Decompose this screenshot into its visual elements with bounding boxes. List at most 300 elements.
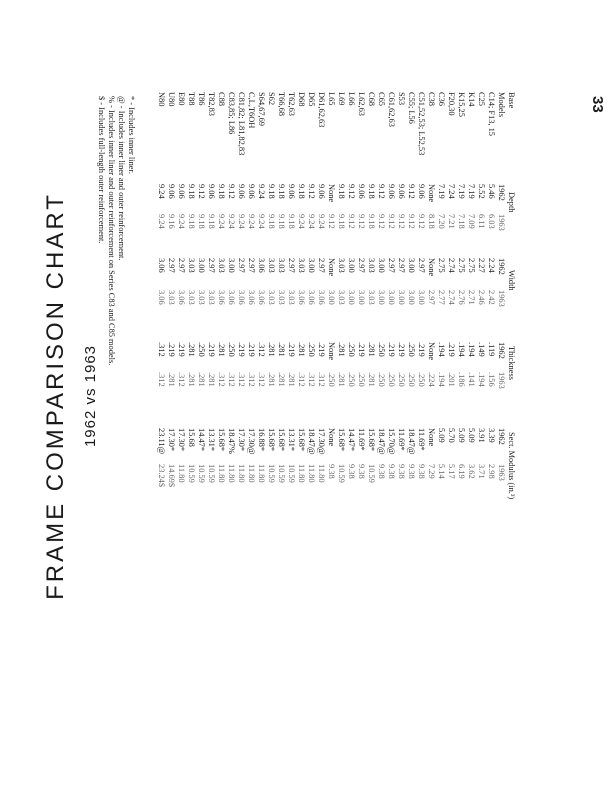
cell-modulus-1962: 16.88* — [257, 428, 266, 452]
cell-thickness-1963: .250 — [397, 372, 406, 387]
cell-model: L65 — [327, 92, 336, 106]
cell-modulus-1963: 10.59 — [287, 464, 296, 483]
cell-depth-1963: 9.24 — [157, 214, 166, 229]
cell-width-1963: 3.06 — [297, 290, 306, 305]
cell-width-1962: 2.74 — [447, 258, 456, 273]
cell-model: C38 — [427, 92, 436, 106]
cell-thickness-1962: .281 — [337, 342, 346, 357]
cell-thickness-1962: None — [427, 342, 436, 361]
cell-width-1962: 2.75 — [437, 258, 446, 273]
cell-thickness-1963: .281 — [367, 372, 376, 387]
cell-depth-1963: 9.18 — [187, 214, 196, 229]
cell-thickness-1963: .312 — [177, 372, 186, 387]
header-width-1962: 1962 — [497, 258, 506, 275]
cell-width-1963: 3.06 — [177, 290, 186, 305]
cell-modulus-1963: 9.38 — [407, 464, 416, 479]
cell-thickness-1962: .219 — [167, 342, 176, 357]
cell-width-1963: 3.00 — [357, 290, 366, 305]
cell-model: C36 — [437, 92, 446, 106]
cell-width-1962: 2.97 — [207, 258, 216, 273]
cell-model: C,L,T6OH — [247, 92, 256, 129]
cell-width-1962: 2.24 — [487, 258, 496, 273]
cell-modulus-1963: 10.59 — [207, 464, 216, 483]
cell-depth-1963: 9.24 — [307, 214, 316, 229]
header-base: Base — [507, 92, 516, 109]
cell-depth-1963: 9.18 — [287, 214, 296, 229]
cell-model: K14 — [467, 92, 476, 107]
cell-model: D65 — [307, 92, 316, 107]
cell-width-1962: 2.97 — [287, 258, 296, 273]
cell-modulus-1963: 11.80 — [257, 464, 266, 483]
cell-width-1962: 2.97 — [317, 258, 326, 273]
cell-model: T88 — [187, 92, 196, 106]
cell-depth-1963: 6.03 — [487, 214, 496, 229]
cell-modulus-1962: 15.68* — [337, 428, 346, 452]
cell-model: S53 — [397, 92, 406, 106]
cell-thickness-1963: .250 — [377, 372, 386, 387]
cell-width-1963: 2.71 — [467, 290, 476, 305]
cell-depth-1963: 7.09 — [467, 214, 476, 229]
cell-width-1962: 2.97 — [387, 258, 396, 273]
cell-depth-1963: 8.18 — [427, 214, 436, 229]
cell-width-1962: 2.97 — [177, 258, 186, 273]
cell-depth-1962: 9.06 — [287, 184, 296, 199]
cell-modulus-1963: 10.59 — [267, 464, 276, 483]
cell-modulus-1962: 13.31* — [287, 428, 296, 452]
cell-model: C25 — [477, 92, 486, 106]
cell-depth-1963: 7.18 — [457, 214, 466, 229]
cell-width-1962: 3.03 — [267, 258, 276, 273]
cell-thickness-1963: .312 — [237, 372, 246, 387]
footnote: % - Includes inner liner and outer reinforcement on Series C83 and C85 models. — [107, 96, 116, 366]
cell-width-1963: 2.74 — [447, 290, 456, 305]
cell-modulus-1963: 14.69$ — [167, 464, 176, 488]
cell-modulus-1963: 5.17 — [447, 464, 456, 479]
cell-model: S64,67,69 — [257, 92, 266, 126]
footnote: $ - Includes full-length outer reinforcement. — [97, 96, 106, 244]
cell-modulus-1962: 18.47@ — [377, 428, 386, 455]
cell-depth-1962: 5.52 — [477, 184, 486, 199]
cell-modulus-1963: 11.80 — [217, 464, 226, 483]
cell-thickness-1962: .194 — [437, 342, 446, 357]
cell-depth-1963: 9.24 — [237, 214, 246, 229]
cell-thickness-1963: .312 — [307, 372, 316, 387]
cell-model: L62,63 — [357, 92, 366, 116]
cell-modulus-1962: 11.69* — [397, 428, 406, 451]
cell-thickness-1962: .119 — [487, 342, 496, 357]
cell-thickness-1963: .250 — [407, 372, 416, 387]
cell-modulus-1962: 15.70@ — [387, 428, 396, 455]
cell-model: C51,52,53; L52,53 — [417, 92, 426, 156]
cell-depth-1962: 9.06 — [247, 184, 256, 199]
cell-thickness-1963: .281 — [267, 372, 276, 387]
cell-depth-1963: 9.18 — [207, 214, 216, 229]
cell-modulus-1962: 17.30@ — [247, 428, 256, 455]
cell-width-1962: 2.97 — [417, 258, 426, 273]
cell-modulus-1962: 15.68* — [297, 428, 306, 452]
cell-depth-1962: None — [427, 184, 436, 203]
cell-thickness-1962: .281 — [297, 342, 306, 357]
footnote: @ - Includes inner liner and outer reinforcement. — [117, 96, 126, 261]
cell-depth-1962: 9.18 — [217, 184, 226, 199]
cell-modulus-1962: 15.68 — [187, 428, 196, 447]
cell-depth-1962: 7.19 — [457, 184, 466, 199]
cell-modulus-1963: 5.14 — [437, 464, 446, 479]
cell-thickness-1962: .250 — [377, 342, 386, 357]
cell-model: N80 — [157, 92, 166, 107]
cell-width-1962: 3.03 — [277, 258, 286, 273]
cell-modulus-1962: None — [427, 428, 436, 447]
cell-thickness-1963: .141 — [467, 372, 476, 387]
cell-depth-1962: 9.18 — [187, 184, 196, 199]
cell-thickness-1962: .281 — [277, 342, 286, 357]
cell-width-1962: 3.00 — [407, 258, 416, 273]
cell-depth-1962: 9.18 — [367, 184, 376, 199]
cell-modulus-1963: 9.38 — [347, 464, 356, 479]
cell-width-1962: None — [327, 258, 336, 277]
cell-modulus-1962: 17.30@ — [317, 428, 326, 455]
cell-modulus-1962: 11.69* — [417, 428, 426, 451]
cell-depth-1962: 5.46 — [487, 184, 496, 199]
cell-width-1962: 3.03 — [187, 258, 196, 273]
cell-width-1962: 3.03 — [367, 258, 376, 273]
cell-modulus-1962: 11.69* — [357, 428, 366, 451]
cell-depth-1962: 7.19 — [437, 184, 446, 199]
cell-width-1962: 3.03 — [297, 258, 306, 273]
cell-modulus-1962: 14.47* — [347, 428, 356, 452]
cell-model: K15,25 — [457, 92, 466, 117]
cell-model: L69 — [337, 92, 346, 106]
cell-model: T66,68 — [277, 92, 286, 116]
cell-depth-1962: 9.12 — [347, 184, 356, 199]
cell-width-1963: 3.00 — [377, 290, 386, 305]
footnotes — [96, 96, 136, 365]
cell-depth-1962: 9.18 — [337, 184, 346, 199]
cell-thickness-1963: .312 — [227, 372, 236, 387]
cell-modulus-1963: 11.80 — [227, 464, 236, 483]
cell-thickness-1962: .281 — [267, 342, 276, 357]
cell-modulus-1963: 11.80 — [247, 464, 256, 483]
header-thickness-1962: 1962 — [497, 342, 506, 359]
cell-depth-1962: 9.24 — [257, 184, 266, 199]
cell-thickness-1963: .250 — [357, 372, 366, 387]
cell-depth-1963: 7.20 — [437, 214, 446, 229]
cell-width-1963: 3.06 — [317, 290, 326, 305]
cell-modulus-1963: 3.71 — [477, 464, 486, 479]
cell-modulus-1963: 9.38 — [357, 464, 366, 479]
cell-depth-1963: 9.12 — [347, 214, 356, 229]
cell-model: E80 — [177, 92, 186, 106]
cell-depth-1962: 9.06 — [387, 184, 396, 199]
cell-modulus-1962: 13.31* — [207, 428, 216, 452]
cell-width-1962: None — [427, 258, 436, 277]
cell-depth-1962: 9.06 — [357, 184, 366, 199]
cell-modulus-1962: 5.70 — [447, 428, 456, 443]
cell-width-1963: 3.03 — [197, 290, 206, 305]
cell-model: U80 — [167, 92, 176, 107]
cell-width-1963: 2.42 — [487, 290, 496, 305]
header-thickness: Thickness — [507, 346, 516, 380]
cell-thickness-1963: .281 — [277, 372, 286, 387]
cell-thickness-1962: .194 — [457, 342, 466, 357]
cell-modulus-1963: 10.59 — [197, 464, 206, 483]
cell-depth-1963: 9.12 — [387, 214, 396, 229]
cell-width-1962: 3.00 — [227, 258, 236, 273]
cell-depth-1963: 9.16 — [167, 214, 176, 229]
cell-depth-1962: 9.06 — [177, 184, 186, 199]
cell-thickness-1962: .219 — [177, 342, 186, 357]
cell-depth-1963: 9.12 — [417, 214, 426, 229]
cell-thickness-1962: .219 — [387, 342, 396, 357]
cell-modulus-1962: 5.09 — [437, 428, 446, 443]
header-depth-1963: 1963 — [497, 214, 506, 231]
cell-thickness-1962: .250 — [197, 342, 206, 357]
cell-modulus-1963: 10.59 — [367, 464, 376, 483]
cell-depth-1962: None — [327, 184, 336, 203]
cell-model: C61,62,63 — [387, 92, 396, 127]
cell-width-1962: 3.00 — [377, 258, 386, 273]
header-modulus-1963: 1963 — [497, 464, 506, 481]
cell-width-1962: 2.97 — [237, 258, 246, 273]
cell-thickness-1963: .201 — [447, 372, 456, 387]
cell-width-1963: 3.06 — [237, 290, 246, 305]
cell-depth-1962: 9.06 — [167, 184, 176, 199]
cell-width-1963: 3.00 — [327, 290, 336, 305]
cell-width-1963: 3.06 — [157, 290, 166, 305]
cell-thickness-1962: .219 — [317, 342, 326, 357]
cell-width-1963: 2.76 — [457, 290, 466, 305]
cell-modulus-1963: 10.59 — [337, 464, 346, 483]
header-sect-modulus: Sect. Modulus (in.³) — [507, 432, 516, 500]
cell-depth-1963: 9.12 — [377, 214, 386, 229]
cell-model: F20,30 — [447, 92, 456, 116]
cell-depth-1962: 9.06 — [207, 184, 216, 199]
cell-depth-1963: 9.24 — [257, 214, 266, 229]
cell-model: S62 — [267, 92, 276, 106]
cell-thickness-1962: .312 — [257, 342, 266, 357]
cell-width-1962: 3.00 — [197, 258, 206, 273]
cell-depth-1962: 9.06 — [317, 184, 326, 199]
header-modulus-1962: 1962 — [497, 428, 506, 445]
cell-thickness-1962: .219 — [237, 342, 246, 357]
cell-modulus-1962: 5.09 — [467, 428, 476, 443]
cell-thickness-1962: .250 — [407, 342, 416, 357]
cell-depth-1963: 6.11 — [477, 214, 486, 229]
cell-thickness-1963: .186 — [457, 372, 466, 387]
cell-depth-1962: 9.12 — [197, 184, 206, 199]
cell-depth-1962: 9.18 — [277, 184, 286, 199]
cell-thickness-1962: .281 — [367, 342, 376, 357]
cell-depth-1963: 9.12 — [397, 214, 406, 229]
cell-modulus-1962: 17.30* — [167, 428, 176, 452]
header-models: Models — [497, 92, 506, 118]
cell-width-1963: 3.03 — [287, 290, 296, 305]
cell-thickness-1962: .219 — [287, 342, 296, 357]
cell-modulus-1963: 23.24$ — [157, 464, 166, 488]
cell-modulus-1963: 10.59 — [277, 464, 286, 483]
cell-thickness-1963: .312 — [317, 372, 326, 387]
header-width: Width — [507, 270, 516, 291]
cell-thickness-1963: .281 — [337, 372, 346, 387]
cell-model: C14; F13, 15 — [487, 92, 496, 136]
cell-depth-1963: 9.12 — [407, 214, 416, 229]
cell-width-1963: 3.00 — [387, 290, 396, 305]
cell-thickness-1962: .219 — [447, 342, 456, 357]
cell-thickness-1963: .312 — [257, 372, 266, 387]
cell-thickness-1963: .281 — [187, 372, 196, 387]
cell-depth-1962: 9.12 — [377, 184, 386, 199]
cell-thickness-1963: .250 — [417, 372, 426, 387]
cell-width-1963: 3.00 — [397, 290, 406, 305]
cell-width-1963: 3.06 — [257, 290, 266, 305]
cell-modulus-1962: 18.47@ — [307, 428, 316, 455]
cell-thickness-1962: .219 — [397, 342, 406, 357]
cell-model: T62,63 — [287, 92, 296, 116]
cell-modulus-1962: 14.47* — [197, 428, 206, 452]
cell-thickness-1963: .281 — [287, 372, 296, 387]
cell-depth-1963: 9.18 — [277, 214, 286, 229]
cell-width-1963: 2.97 — [427, 290, 436, 305]
cell-depth-1963: 9.24 — [227, 214, 236, 229]
cell-thickness-1962: .281 — [217, 342, 226, 357]
cell-modulus-1963: 7.29 — [427, 464, 436, 479]
cell-width-1963: 3.03 — [267, 290, 276, 305]
cell-modulus-1962: 15.68* — [367, 428, 376, 452]
cell-width-1962: 3.06 — [257, 258, 266, 273]
cell-model: C65 — [377, 92, 386, 106]
cell-depth-1962: 9.18 — [297, 184, 306, 199]
cell-model: L66 — [347, 92, 356, 106]
cell-thickness-1963: .312 — [157, 372, 166, 387]
cell-thickness-1963: .312 — [217, 372, 226, 387]
chart-title: FRAME COMPARISON CHART — [42, 192, 69, 600]
cell-model: T82,83 — [207, 92, 216, 116]
cell-modulus-1962: 15.68* — [267, 428, 276, 452]
cell-width-1963: 2.77 — [437, 290, 446, 305]
header-depth: Depth — [507, 192, 516, 213]
cell-modulus-1963: 11.80 — [177, 464, 186, 483]
cell-modulus-1962: 15.68* — [217, 428, 226, 452]
cell-model: C81,82; L81,82,83 — [237, 92, 246, 156]
cell-width-1963: 3.03 — [207, 290, 216, 305]
cell-width-1963: 3.03 — [277, 290, 286, 305]
cell-modulus-1962: 18.47@ — [407, 428, 416, 455]
cell-model: C88 — [217, 92, 226, 106]
cell-thickness-1963: .312 — [297, 372, 306, 387]
cell-depth-1962: 9.12 — [307, 184, 316, 199]
cell-width-1963: 3.03 — [187, 290, 196, 305]
cell-width-1963: 2.46 — [477, 290, 486, 305]
cell-width-1963: 3.00 — [417, 290, 426, 305]
cell-thickness-1962: .281 — [187, 342, 196, 357]
cell-thickness-1962: .312 — [157, 342, 166, 357]
cell-depth-1962: 7.24 — [447, 184, 456, 199]
cell-modulus-1962: 18.47% — [227, 428, 236, 454]
cell-width-1963: 3.06 — [217, 290, 226, 305]
cell-width-1962: 3.06 — [157, 258, 166, 273]
cell-modulus-1963: 11.80 — [297, 464, 306, 483]
cell-width-1963: 3.06 — [307, 290, 316, 305]
cell-thickness-1962: .250 — [307, 342, 316, 357]
cell-width-1962: 2.75 — [467, 258, 476, 273]
cell-depth-1963: 9.24 — [247, 214, 256, 229]
cell-depth-1962: 9.06 — [417, 184, 426, 199]
cell-modulus-1962: 5.09 — [457, 428, 466, 443]
cell-depth-1963: 9.24 — [297, 214, 306, 229]
cell-model: C68 — [367, 92, 376, 106]
cell-depth-1963: 9.12 — [357, 214, 366, 229]
cell-width-1962: 3.00 — [347, 258, 356, 273]
cell-thickness-1962: .219 — [247, 342, 256, 357]
cell-depth-1962: 9.12 — [227, 184, 236, 199]
cell-thickness-1962: .219 — [207, 342, 216, 357]
header-width-1963: 1963 — [497, 290, 506, 307]
header-depth-1962: 1962 — [497, 184, 506, 201]
cell-depth-1963: 7.21 — [447, 214, 456, 229]
cell-width-1962: 3.00 — [307, 258, 316, 273]
cell-thickness-1963: .224 — [427, 372, 436, 387]
cell-modulus-1962: 3.91 — [477, 428, 486, 443]
cell-depth-1962: 9.12 — [407, 184, 416, 199]
cell-depth-1963: 9.18 — [367, 214, 376, 229]
cell-depth-1962: 9.06 — [397, 184, 406, 199]
cell-modulus-1963: 9.38 — [327, 464, 336, 479]
cell-width-1963: 3.00 — [347, 290, 356, 305]
header-thickness-1963: 1963 — [497, 372, 506, 389]
cell-depth-1963: 9.24 — [317, 214, 326, 229]
cell-depth-1963: 9.18 — [267, 214, 276, 229]
cell-thickness-1963: .281 — [197, 372, 206, 387]
cell-modulus-1962: 17.30* — [177, 428, 186, 452]
page-number: 33 — [589, 96, 606, 113]
cell-model: C55; L56 — [407, 92, 416, 124]
cell-depth-1962: 9.06 — [237, 184, 246, 199]
cell-thickness-1963: .250 — [347, 372, 356, 387]
cell-modulus-1963: 11.80 — [307, 464, 316, 483]
cell-width-1963: 3.06 — [247, 290, 256, 305]
cell-thickness-1963: .312 — [247, 372, 256, 387]
cell-depth-1962: 9.24 — [157, 184, 166, 199]
cell-width-1963: 3.06 — [227, 290, 236, 305]
cell-thickness-1963: .281 — [167, 372, 176, 387]
cell-thickness-1963: .194 — [437, 372, 446, 387]
cell-modulus-1963: 9.38 — [397, 464, 406, 479]
cell-modulus-1963: 6.19 — [457, 464, 466, 479]
cell-modulus-1963: 2.98 — [487, 464, 496, 479]
cell-model: T86 — [197, 92, 206, 106]
cell-depth-1963: 9.12 — [327, 214, 336, 229]
chart-subtitle: 1962 vs 1963 — [82, 344, 99, 448]
cell-model: D61,62,63 — [317, 92, 326, 128]
cell-depth-1963: 9.18 — [337, 214, 346, 229]
cell-thickness-1962: .219 — [417, 342, 426, 357]
cell-width-1962: 2.97 — [247, 258, 256, 273]
cell-width-1962: 3.03 — [337, 258, 346, 273]
cell-modulus-1963: 11.80 — [317, 464, 326, 483]
cell-thickness-1962: .250 — [227, 342, 236, 357]
cell-modulus-1963: 9.38 — [377, 464, 386, 479]
cell-depth-1962: 9.18 — [267, 184, 276, 199]
cell-width-1963: 3.00 — [407, 290, 416, 305]
footnote: * - Includes inner liner. — [127, 96, 136, 174]
cell-modulus-1963: 9.38 — [387, 464, 396, 479]
cell-width-1962: 2.75 — [457, 258, 466, 273]
cell-thickness-1962: None — [327, 342, 336, 361]
cell-model: D68 — [297, 92, 306, 107]
cell-thickness-1963: .250 — [387, 372, 396, 387]
cell-thickness-1963: .281 — [207, 372, 216, 387]
cell-modulus-1963: 9.38 — [417, 464, 426, 479]
